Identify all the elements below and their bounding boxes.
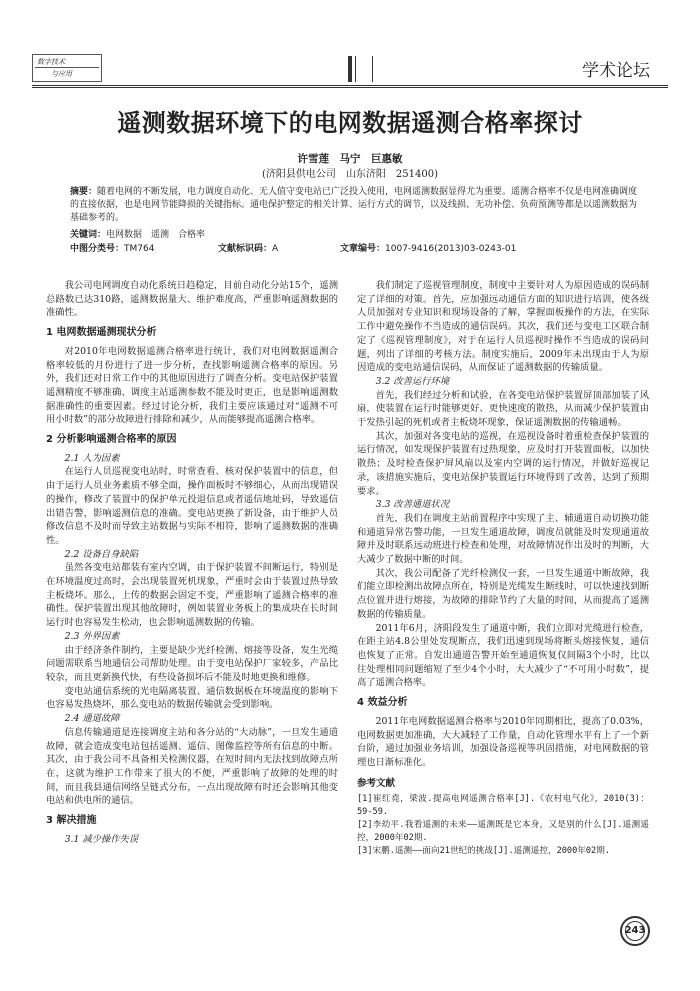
references-heading: 参考文献 — [357, 777, 396, 789]
subsection-3-2-heading: 3.2 改善运行环境 — [375, 375, 450, 387]
right-column — [357, 279, 649, 858]
clc-group — [70, 241, 154, 254]
keywords-text: 电网数据 遥测 合格率 — [106, 230, 206, 240]
article-no-group — [340, 241, 516, 254]
keywords-label: 关键词： — [70, 230, 107, 240]
subsection-3-3-heading: 3.3 改善通道状况 — [375, 499, 450, 511]
doc-code-value: A — [272, 244, 279, 254]
subsection-2-3-heading: 2.3 外界因素 — [64, 630, 120, 642]
paragraph-3-3c: 2011年6月，济阳段发生了通道中断，我们立即对光缆进行检查，在距主站4.8公里处发现断点，我们迅速到现场将断头熔接恢复，通信也恢复了正常。自发出通道告警开始至通道恢复仅间隔3个小时，比以往处理相同问题缩短了至少4个小时，大大减少了“不可用小时数”，提高了遥测合格率。 — [357, 622, 649, 689]
subsection-2-2-heading: 2.2 设备自身缺陷 — [64, 548, 139, 560]
paragraph-4: 2011年电网数据遥测合格率与2010年同期相比，提高了0.03%，电网数据更加准确，大大减轻了工作量，自动化管理水平有上了一个新台阶，通过加强业务培训，加强设备巡视等巩固措施，对电网数据的管理也日渐标准化。 — [357, 715, 649, 768]
subsection-2-1-heading: 2.1 人为因素 — [64, 452, 120, 464]
article-affiliation: (济阳县供电公司 山东济阳 251400) — [262, 169, 438, 180]
paragraph-2-4: 信息传输通道是连接调度主站和各分站的“大动脉”，一旦发生通道故障，就会造成变电站包括遥测、遥信、图像监控等所有信息的中断。其次，由于我公司不具备相关检测仪器，在短时间内无法找到故障点所在，这就为维护工作带来了很大的不便，严重影响了故障的处理的时间，而且我县通信网络呈链式分布，一点出现故障有时还会影响其他变电站和供电所的通信。 — [46, 726, 338, 807]
page-number: 243 — [624, 925, 646, 936]
paragraph-3-3a: 首先，我们在调度主站前置程序中实现了主、辅通道自动切换功能和通道异常告警功能，一旦发生通道故障，调度员就能及时发现通道故障并及时联系远动班进行检查和处理，对故障情况作出及时的判断，大大减少了数据中断的时间。 — [357, 512, 649, 566]
logo-line2: 与应用 — [51, 70, 72, 78]
section-4-heading: 4 效益分析 — [357, 697, 408, 709]
header-bar-thick — [348, 56, 352, 82]
header-bar-thin-2 — [372, 56, 373, 82]
paragraph-2-3a: 由于经济条件制约，主要是缺少光纤检测、熔接等设备，发生光缆问题需联系当地通信公司帮助处理。由于变电站保护厂家较多，产品比较杂，而且更新换代快，有些设备损坏后不能及时地更换和维修。 — [46, 644, 338, 683]
doc-code-group — [218, 241, 278, 254]
article-title: 遥测数据环境下的电网数据遥测合格率探讨 — [117, 108, 583, 137]
paragraph-2-2: 虽然各变电站都装有室内空调，由于保护装置不间断运行，特别是在环境温度过高时，会出现装置死机现象，严重时会由于装置过热导致主板烧坏。那么，上传的数据会固定不变，严重影响了遥测合格率的准确性。保护装置出现其他故障时，例如装置业务板上的集成块在长时间运行时也容易发生松动，也会影响遥测数据的传输。 — [46, 562, 338, 629]
paragraph-2-3b: 变电站通信系统的光电隔离装置、通信数据板在环境温度的影响下也容易发热烧坏，那么变电站的数据传输就会受到影响。 — [46, 685, 338, 711]
abstract — [70, 186, 645, 225]
reference-2: [2]李幼平.我看遥测的未来——遥测既是它本身，又是别的什么[J].遥测遥控，2000年02期. — [357, 820, 649, 844]
article-no-value: 1007-9416(2013)03-0243-01 — [385, 244, 517, 254]
reference-3: [3]宋鹏.遥测——面向21世纪的挑战[J].遥测遥控，2000年02期. — [357, 846, 610, 857]
clc-value: TM764 — [124, 244, 155, 254]
paragraph-intro: 我公司电网调度自动化系统日趋稳定，目前自动化分站15个，遥测总路数已达310路，遥测数据量大、维护难度高，严重影响遥测数据的准确性。 — [46, 280, 338, 319]
paragraph-2-1: 在运行人员巡视变电站时，时常查看、核对保护装置中的信息，但由于运行人员业务素质不够全面，操作面板时不够细心，从而出现错误的操作，修改了装置中的保护单元投退信息或者遥信地址码，导致遥信出错告警，影响遥测信息的准确。变电站更换了新设备，由于维护人员修改信息不及时而导致主站数据与实际不相符，影响了遥测数据的准确性。 — [46, 466, 338, 546]
clc-label: 中图分类号： — [70, 244, 125, 254]
paragraph-3-3b: 其次，我公司配备了光纤检测仪一套，一旦发生通道中断故障，我们能立即检测出故障点所在，特别是光缆发生断线时，可以快速找到断点位置并进行熔接，为故障的排除节约了大量的时间，从而提高了遥测数据的传输质量。 — [357, 567, 649, 620]
section-2-heading: 2 分析影响遥测合格率的原因 — [46, 434, 177, 446]
header-rule-secondary — [32, 87, 668, 88]
doc-code-label: 文献标识码： — [218, 244, 273, 254]
subsection-3-1-heading: 3.1 减少操作失误 — [64, 833, 139, 845]
logo-divider — [35, 67, 99, 68]
left-column — [46, 279, 338, 846]
paragraph-1: 对2010年电网数据遥测合格率进行统计，我们对电网数据遥测合格率较低的月份进行了进一步分析，查找影响遥测合格率的原因。另外，我们还对日常工作中的其他原因进行了调查分析。变电站保护装置遥测精度不够准确、调度主站遥测参数不能及时更正，也是影响遥测数据准确性的重要因素。经过讨论分析，我们主要应该通过对“遥测不可用小时数”的部分故障进行排除和减少，从而能够提高遥测合格率。 — [46, 345, 338, 426]
header-bar-thin — [355, 56, 356, 82]
logo-line1: 数字技术 — [37, 58, 65, 66]
article-authors: 许雪莲 马宁 巨惠敏 — [297, 153, 403, 165]
section-1-heading: 1 电网数据遥测现状分析 — [46, 327, 157, 339]
keywords — [70, 227, 645, 240]
column-label: 学术论坛 — [582, 61, 650, 81]
abstract-label: 摘要： — [70, 187, 98, 197]
abstract-text: 随着电网的不断发展，电力调度自动化、无人值守变电站已广泛投入使用，电网遥测数据显得尤为重要。遥测合格率不仅是电网准确调度的直接依据，也是电网节能降损的关键指标。通电保护整定的相关计算、运行方式的调节，以及线损、无功补偿、负荷预测等都是以遥测数据为基础参考的。 — [70, 187, 638, 223]
header-rule — [32, 85, 668, 86]
paragraph-3-2b: 其次，加强对各变电站的巡视，在巡视设备时着重检查保护装置的运行情况，如发现保护装置有过热现象，应及时打开装置面板，以加快散热；及时检查保护屏风扇以及室内空调的运行情况，并做好巡视记录，该措施实施后，变电站保护装置运行环境得到了改善，达到了预期要求。 — [357, 430, 649, 497]
paragraph-3-2a: 首先，我们经过分析和试验，在各变电站保护装置屏顶部加装了风扇，使装置在运行时能够更好、更快速度的散热，从而减少保护装置由于发热引起的死机或者主板烧坏现象，保证遥测数据的传输通畅。 — [357, 389, 649, 429]
section-3-heading: 3 解决措施 — [46, 815, 97, 827]
reference-1: [1]崔红堯，梁波.提高电网遥测合格率[J].《农村电气化》，2010(3)：59-59. — [357, 794, 649, 818]
paragraph-3-1: 我们制定了巡视管理制度，制度中主要针对人为原因造成的误码制定了详细的对策。首先，应加强远动通信方面的知识进行培训，使各级人员加强对专业知识和现场设备的了解，掌握面板操作的方法，在实际工作中避免操作不当造成的通信误码。其次，我们还与变电工区联合制定了《巡视管理制度》，对于在运行人员巡视时操作不当造成的误码问题，列出了详细的考核方法。制度实施后，2009年未出现由于人为原因造成的变电站通信误码，从而保证了遥测数据的传输质量。 — [357, 280, 649, 374]
journal-header — [32, 50, 668, 84]
journal-logo — [32, 54, 102, 82]
subsection-2-4-heading: 2.4 通道故障 — [64, 713, 120, 725]
page-number-badge — [620, 916, 650, 946]
article-no-label: 文章编号： — [340, 244, 386, 254]
